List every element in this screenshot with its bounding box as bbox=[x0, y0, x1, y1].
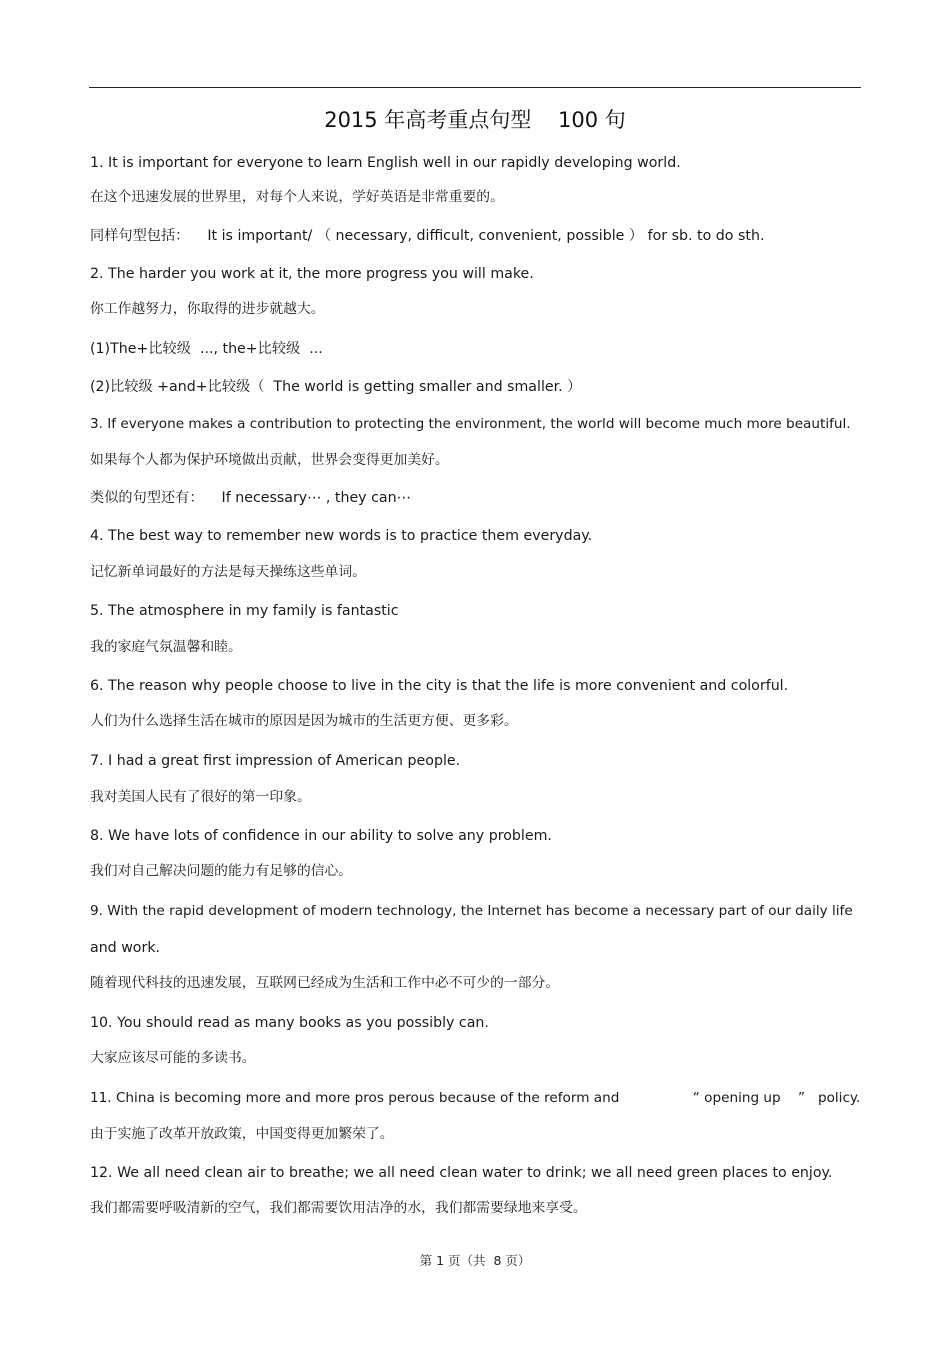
sentence-9-zh: 随着现代科技的迅速发展，互联网已经成为生活和工作中必不可少的一部分。 bbox=[90, 975, 560, 991]
sentence-4-en: 4. The best way to remember new words is to practice them everyday. bbox=[90, 528, 593, 544]
sentence-3-en: 3. If everyone makes a contribution to protecting the environment, the world will become much more beautiful. bbox=[90, 416, 851, 432]
sentence-12-zh: 我们都需要呼吸清新的空气，我们都需要饮用洁净的水，我们都需要绿地来享受。 bbox=[90, 1200, 587, 1216]
sentence-11-en: 11. China is becoming more and more pros perous because of the reform and “ opening up ” policy. bbox=[90, 1090, 861, 1106]
sentence-9-en: 9. With the rapid development of modern technology, the Internet has become a necessary part of our daily life bbox=[90, 903, 853, 919]
sentence-8-zh: 我们对自己解决问题的能力有足够的信心。 bbox=[90, 863, 353, 879]
sentence-8-en: 8. We have lots of confidence in our ability to solve any problem. bbox=[90, 828, 552, 844]
sentence-2-pattern-1: (1)The+比较级 ..., the+比较级 ... bbox=[90, 341, 323, 357]
sentence-2-zh: 你工作越努力，你取得的进步就越大。 bbox=[90, 301, 325, 317]
sentence-11-zh: 由于实施了改革开放政策，中国变得更加繁荣了。 bbox=[90, 1126, 394, 1142]
sentence-5-zh: 我的家庭气氛温馨和睦。 bbox=[90, 639, 242, 655]
sentence-9-en-cont: and work. bbox=[90, 940, 161, 956]
sentence-1-en: 1. It is important for everyone to learn English well in our rapidly developing world. bbox=[90, 155, 681, 171]
sentence-2-pattern-2: (2)比较级 +and+比较级（ The world is getting smaller and smaller. ） bbox=[90, 379, 582, 395]
sentence-6-en: 6. The reason why people choose to live in the city is that the life is more convenient and colorful. bbox=[90, 678, 789, 694]
sentence-5-en: 5. The atmosphere in my family is fantastic bbox=[90, 603, 399, 619]
sentence-6-zh: 人们为什么选择生活在城市的原因是因为城市的生活更方便、更多彩。 bbox=[90, 713, 518, 729]
page-number-footer: 第 1 页（共 8 页） bbox=[419, 1253, 531, 1268]
sentence-3-pattern: 类似的句型还有： If necessary⋯ , they can⋯ bbox=[90, 490, 411, 506]
sentence-3-zh: 如果每个人都为保护环境做出贡献，世界会变得更加美好。 bbox=[90, 452, 449, 468]
sentence-2-en: 2. The harder you work at it, the more progress you will make. bbox=[90, 266, 534, 282]
document-title: 2015 年高考重点句型 100 句 bbox=[324, 108, 626, 132]
sentence-10-en: 10. You should read as many books as you possibly can. bbox=[90, 1015, 489, 1031]
sentence-4-zh: 记忆新单词最好的方法是每天操练这些单词。 bbox=[90, 564, 366, 580]
sentence-1-pattern: 同样句型包括： It is important/ （ necessary, difficult, convenient, possible ） for sb. to do sth. bbox=[90, 228, 765, 244]
header-rule bbox=[89, 87, 861, 88]
sentence-7-en: 7. I had a great first impression of American people. bbox=[90, 753, 461, 769]
sentence-1-zh: 在这个迅速发展的世界里，对每个人来说，学好英语是非常重要的。 bbox=[90, 189, 504, 205]
sentence-7-zh: 我对美国人民有了很好的第一印象。 bbox=[90, 789, 311, 805]
sentence-12-en: 12. We all need clean air to breathe; we all need clean water to drink; we all need green places to enjoy. bbox=[90, 1165, 833, 1181]
sentence-10-zh: 大家应该尽可能的多读书。 bbox=[90, 1050, 256, 1066]
